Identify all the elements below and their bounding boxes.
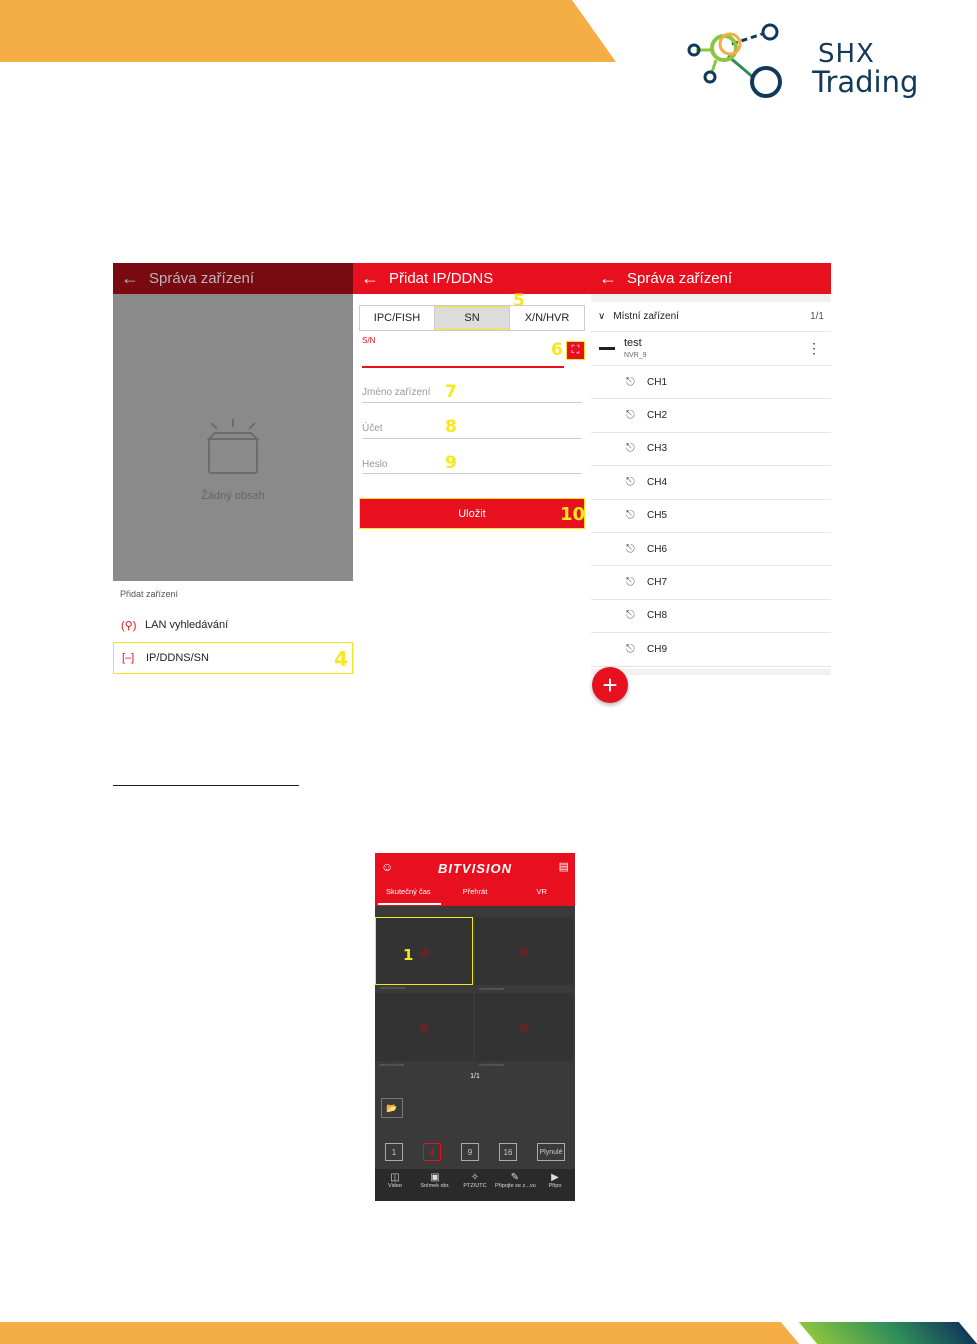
ip-ddns-sn-item[interactable] (113, 642, 353, 674)
ip-ddns-sn-label: IP/DDNS/SN (146, 652, 209, 664)
device-name-underline (362, 402, 582, 403)
layout-1-button[interactable]: 1 (385, 1143, 403, 1161)
cell-label: zařízení/kanál (479, 1062, 504, 1067)
text-underline (113, 785, 299, 786)
qr-scan-icon[interactable]: ⛶ (566, 341, 585, 360)
tab-sn[interactable]: SN (434, 306, 510, 330)
step-number-7: 7 (445, 382, 457, 402)
layout-4-button[interactable]: 4 (423, 1143, 441, 1161)
camera-icon: ⎋ (626, 509, 635, 522)
folder-icon[interactable]: 📂 (381, 1098, 403, 1118)
snapshot-button[interactable] (415, 1169, 455, 1201)
bitvision-tabs (375, 887, 575, 896)
lan-search-label: LAN vyhledávání (145, 619, 229, 631)
video-icon: ◫ (390, 1172, 400, 1183)
video-cell[interactable] (475, 993, 573, 1067)
layout-selector (375, 1139, 575, 1165)
group-count: 1/1 (810, 311, 824, 322)
cell-label: zařízení/kanál (380, 985, 405, 990)
channel-row[interactable] (591, 466, 831, 499)
page-indicator: 1/1 (470, 1073, 480, 1080)
device-management-panel (113, 263, 353, 675)
back-arrow-icon[interactable]: ← (121, 268, 139, 288)
device-row[interactable] (591, 332, 831, 366)
camera-icon: ⎋ (626, 609, 635, 622)
step-number-1: 1 (403, 946, 414, 964)
add-channel-icon (519, 1023, 529, 1033)
add-titlebar (353, 263, 591, 294)
save-label: Uložit (458, 507, 486, 520)
empty-box-icon (201, 417, 265, 481)
footer-gradient (799, 1322, 977, 1344)
device-list (591, 302, 831, 700)
step-number-10: 10 (560, 504, 586, 525)
list-title: Správa zařízení (627, 270, 733, 287)
tab-playback[interactable]: Přehrát (462, 887, 488, 896)
active-tab-indicator (378, 903, 441, 905)
channel-label: CH8 (647, 610, 668, 622)
list-titlebar (591, 263, 831, 294)
tab-vr[interactable]: VR (536, 887, 547, 896)
bitvision-screen (375, 853, 575, 1201)
video-cell[interactable] (375, 917, 473, 990)
channel-label: CH5 (647, 510, 668, 522)
device-type: NVR_9 (624, 352, 647, 359)
record-button[interactable] (535, 1169, 575, 1201)
connect-button[interactable] (495, 1169, 535, 1201)
back-arrow-icon[interactable]: ← (599, 268, 617, 288)
add-channel-icon (420, 948, 430, 958)
channel-row[interactable] (591, 500, 831, 533)
sn-input[interactable] (362, 366, 564, 368)
camera-icon: ⎋ (626, 542, 635, 555)
brand-logo (812, 39, 922, 99)
camera-icon: ⎋ (626, 475, 635, 488)
layout-9-button[interactable]: 9 (461, 1143, 479, 1161)
snapshot-label: Snímek obr. (420, 1183, 450, 1189)
cell-label: zařízení/kanál (379, 1062, 404, 1067)
cell-label: zařízení/kanál (479, 986, 504, 991)
channel-row[interactable] (591, 600, 831, 633)
video-label: Video (388, 1183, 402, 1189)
device-name-field[interactable]: Jméno zařízení (362, 387, 431, 398)
video-cell[interactable] (475, 917, 573, 991)
lan-search-item[interactable] (113, 609, 353, 641)
add-device-header: Přidat zařízení (120, 589, 179, 599)
device-name: test (624, 337, 642, 349)
sn-icon: [–] (122, 652, 135, 664)
channel-row[interactable] (591, 366, 831, 399)
record-label: Připo (548, 1183, 562, 1189)
step-number-9: 9 (445, 453, 457, 473)
account-underline (362, 438, 582, 439)
camera-icon: ⎋ (626, 642, 635, 655)
record-icon: ▶ (551, 1172, 559, 1183)
local-devices-group[interactable] (591, 302, 831, 332)
channel-label: CH6 (647, 543, 668, 555)
sn-label: S/N (362, 336, 376, 345)
channel-label: CH9 (647, 643, 668, 655)
channel-row[interactable] (591, 633, 831, 666)
ptz-label: PTZ/UTC (463, 1183, 487, 1189)
connect-label: Připojte se z...vu (495, 1183, 536, 1189)
step-number-5: 5 (513, 291, 525, 311)
smooth-button[interactable]: Plynulé (537, 1143, 565, 1161)
manage-titlebar (113, 263, 353, 294)
location-pin-icon: (⚲) (121, 619, 137, 632)
password-underline (362, 473, 582, 474)
camera-icon: ⎋ (626, 375, 635, 388)
channel-label: CH4 (647, 476, 668, 488)
empty-text: Žádný obsah (201, 490, 265, 502)
snapshot-icon: ▣ (430, 1172, 440, 1183)
channel-label: CH1 (647, 376, 668, 388)
add-device-button[interactable]: + (592, 667, 628, 703)
group-label: Místní zařízení (613, 311, 679, 322)
step-number-6: 6 (551, 340, 563, 360)
step-number-4: 4 (334, 647, 348, 671)
more-options-icon[interactable]: ⋮ (807, 340, 821, 356)
video-button[interactable] (375, 1169, 415, 1201)
step-number-8: 8 (445, 417, 457, 437)
bottom-toolbar (375, 1169, 575, 1201)
camera-icon: ⎋ (626, 442, 635, 455)
channel-row[interactable] (591, 566, 831, 599)
channel-label: CH7 (647, 577, 668, 589)
logo-line-2: Trading (812, 65, 919, 99)
logo-line-1: SHX (818, 39, 875, 69)
add-channel-icon (419, 1023, 429, 1033)
device-list-icon[interactable]: ▤ (558, 861, 569, 873)
logo-network-icon (684, 20, 794, 102)
header-band (0, 0, 616, 62)
channel-label: CH3 (647, 443, 668, 455)
manage-title: Správa zařízení (149, 270, 255, 287)
tab-xnhvr[interactable]: X/N/HVR (524, 312, 570, 324)
chevron-down-icon: ∨ (598, 311, 606, 322)
collapse-icon[interactable] (599, 347, 615, 350)
back-arrow-icon[interactable]: ← (361, 268, 379, 288)
add-channel-icon (519, 947, 529, 957)
bitvision-header (375, 853, 575, 906)
layout-16-button[interactable]: 16 (499, 1143, 517, 1161)
ptz-icon: ✧ (470, 1172, 480, 1183)
channel-row[interactable] (591, 399, 831, 432)
video-grid (375, 917, 575, 1067)
tab-ipc-fish[interactable]: IPC/FISH (373, 312, 421, 324)
add-ip-ddns-panel (353, 263, 591, 675)
channel-row[interactable] (591, 533, 831, 566)
account-field[interactable]: Účet (362, 423, 383, 434)
user-icon[interactable]: ☺ (381, 860, 394, 874)
channel-label: CH2 (647, 410, 668, 422)
app-title: BITVISION (437, 861, 512, 876)
ptz-button[interactable] (455, 1169, 495, 1201)
connect-icon: ✎ (510, 1172, 520, 1183)
password-field[interactable]: Heslo (362, 459, 388, 470)
camera-icon: ⎋ (626, 576, 635, 589)
add-title: Přidat IP/DDNS (389, 270, 494, 287)
video-cell[interactable] (375, 993, 473, 1067)
save-button[interactable] (359, 498, 585, 529)
device-list-panel (591, 263, 831, 700)
channel-row[interactable] (591, 433, 831, 466)
empty-state-overlay (113, 294, 353, 581)
camera-icon: ⎋ (626, 409, 635, 422)
tab-live[interactable]: Skutečný čas (386, 887, 431, 896)
device-type-tabs (359, 305, 585, 331)
